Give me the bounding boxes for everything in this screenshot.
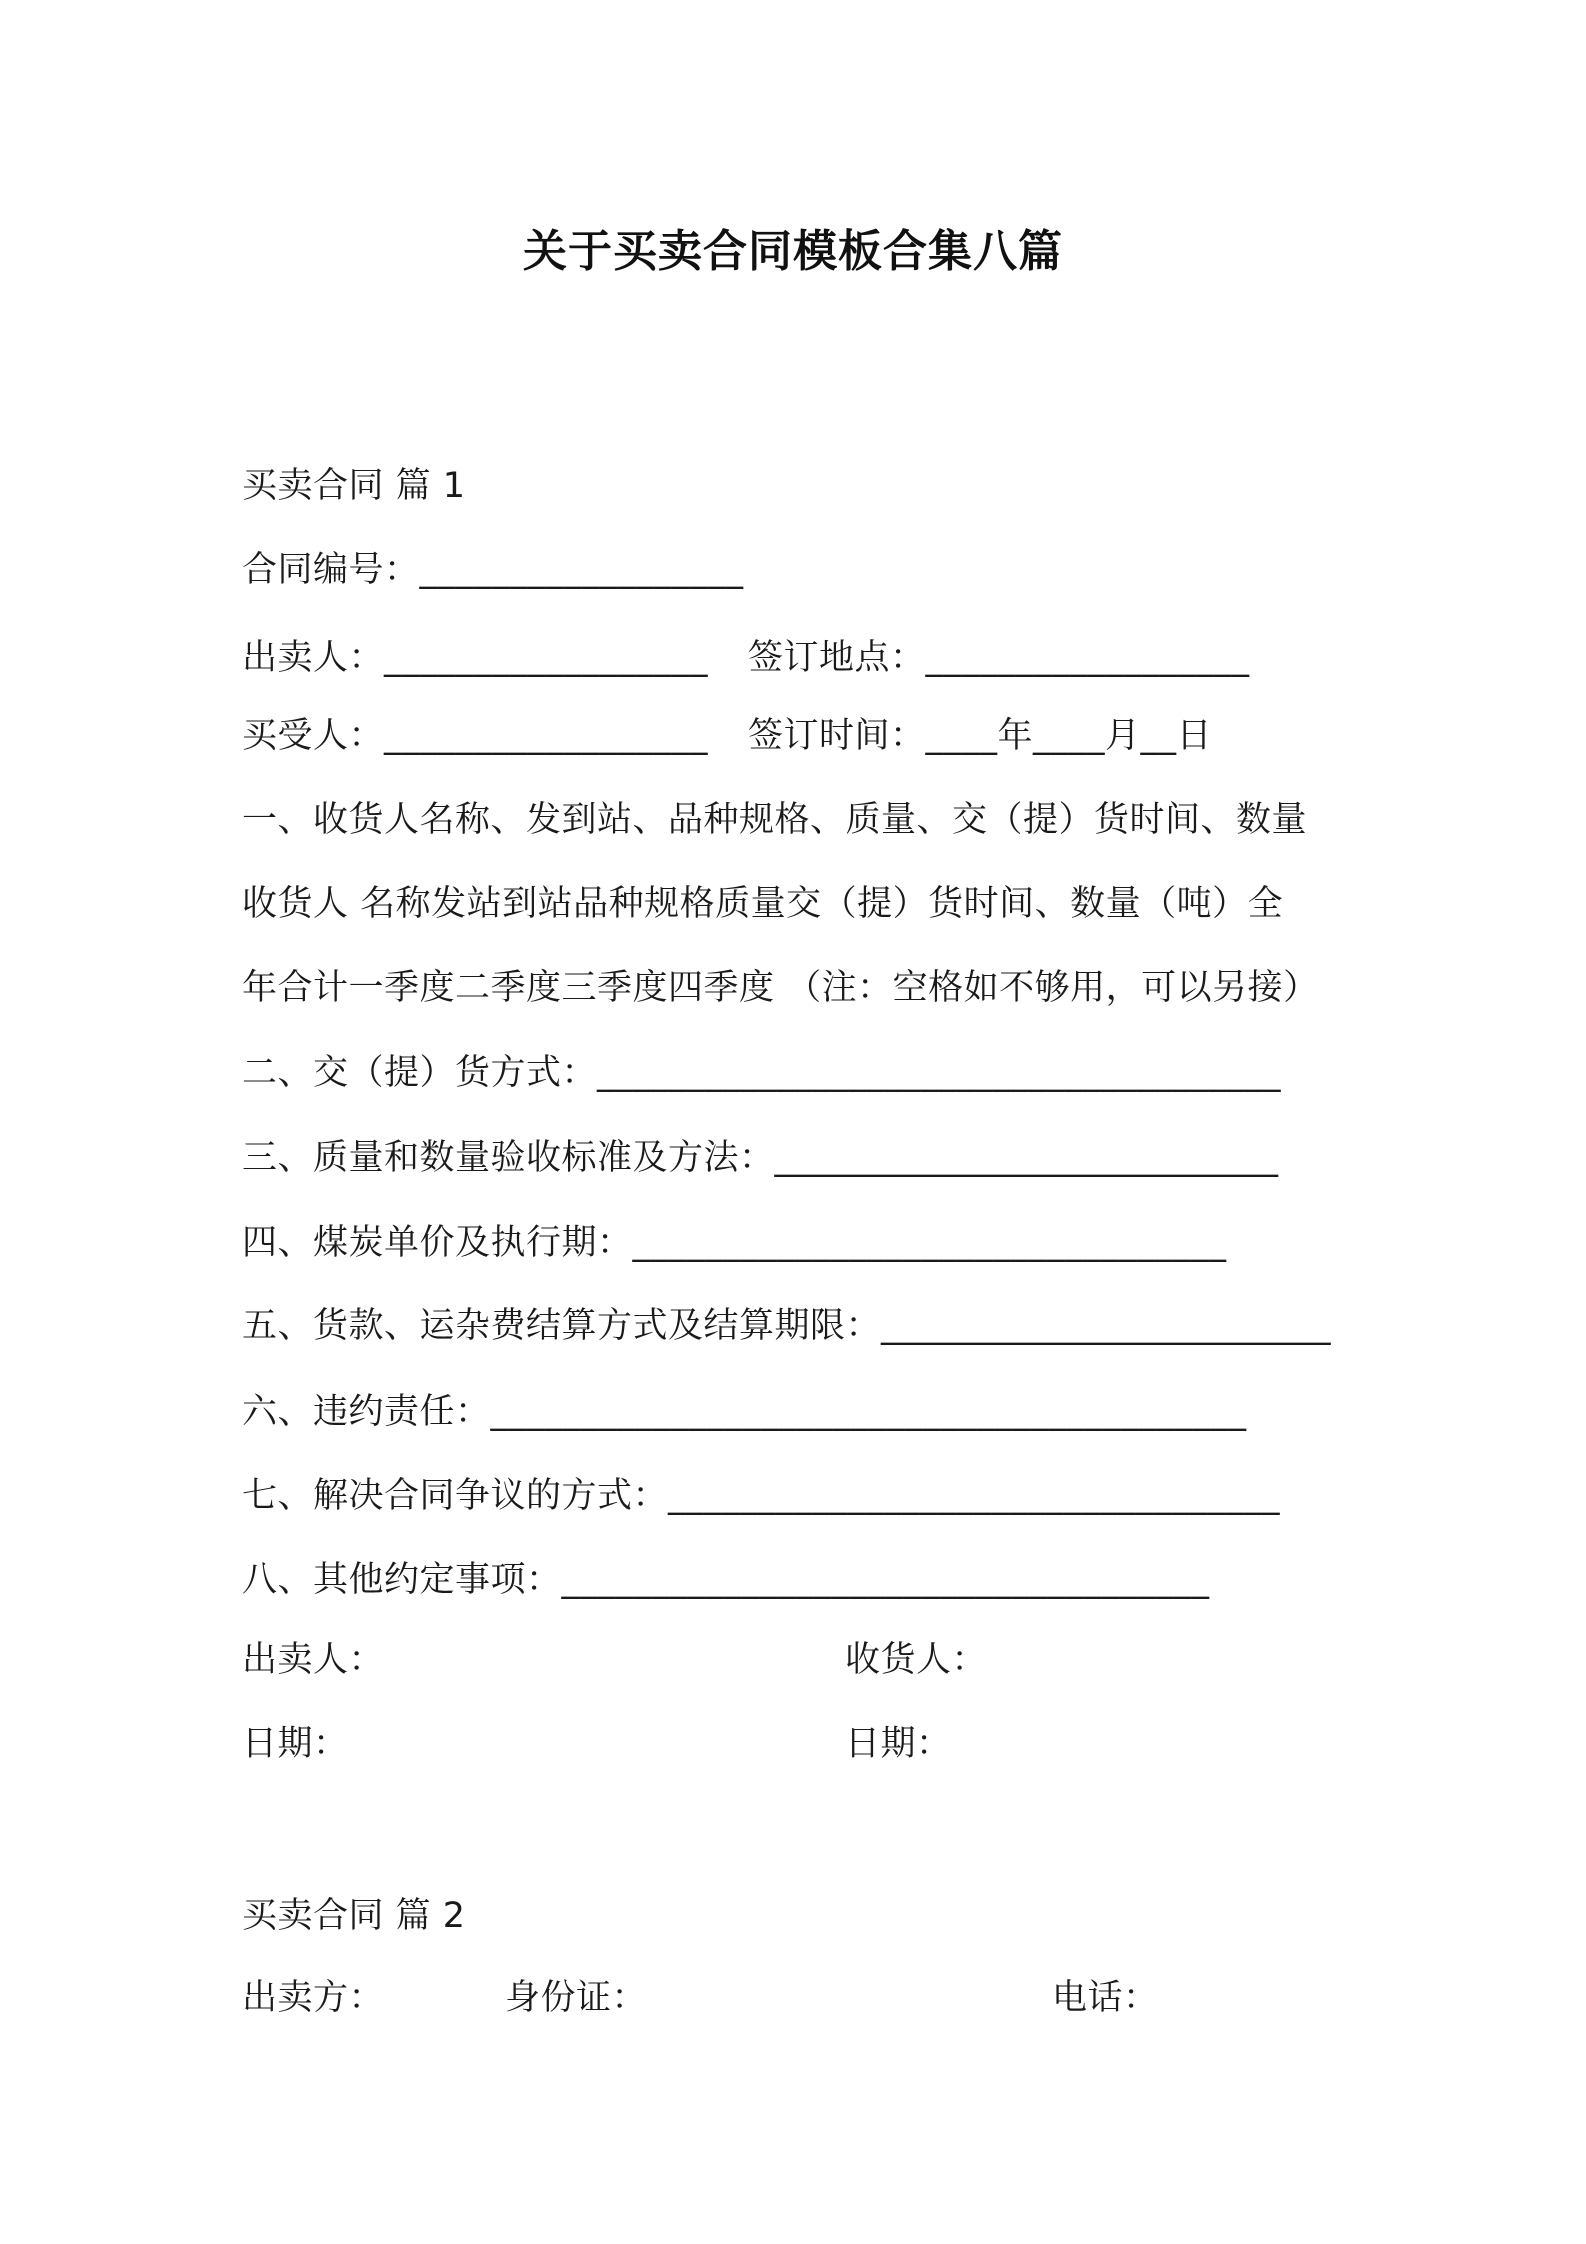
clause-3: 三、质量和数量验收标准及方法：____________________________: [242, 1138, 1279, 1178]
buyer-line: 买受人：__________________: [242, 716, 709, 756]
clause-1-line-1: 一、收货人名称、发到站、品种规格、质量、交（提）货时间、数量: [242, 800, 1308, 840]
section-2-heading: 买卖合同 篇 2: [242, 1896, 466, 1936]
clause-2: 二、交（提）货方式：______________________________________: [242, 1053, 1282, 1093]
contract-number-line: 合同编号：__________________: [242, 550, 744, 590]
clause-5: 五、货款、运杂费结算方式及结算期限：_________________________: [242, 1306, 1332, 1346]
clause-1-line-3: 年合计一季度二季度三季度四季度 （注：空格如不够用，可以另接）: [242, 968, 1319, 1008]
sign-place-line: 签订地点：__________________: [748, 638, 1250, 678]
section-1-heading: 买卖合同 篇 1: [242, 466, 466, 506]
clause-6: 六、违约责任：__________________________________________: [242, 1392, 1247, 1432]
section-2-phone: 电话：: [1052, 1978, 1159, 2018]
seller-line: 出卖人：__________________: [242, 638, 709, 678]
clause-1-line-2: 收货人 名称发站到站品种规格质量交（提）货时间、数量（吨）全: [242, 884, 1284, 924]
clause-7: 七、解决合同争议的方式：__________________________________: [242, 1476, 1281, 1516]
clause-4: 四、煤炭单价及执行期：_________________________________: [242, 1223, 1227, 1263]
date-left: 日期：: [242, 1724, 349, 1764]
signature-seller: 出卖人：: [242, 1640, 385, 1680]
clause-8: 八、其他约定事项：____________________________________: [242, 1560, 1210, 1600]
section-2-id-card: 身份证：: [505, 1978, 648, 2018]
section-2-seller: 出卖方：: [242, 1978, 385, 2018]
date-right: 日期：: [845, 1724, 952, 1764]
document-title: 关于买卖合同模板合集八篇: [523, 226, 1063, 277]
signature-receiver: 收货人：: [845, 1640, 988, 1680]
sign-time-line: 签订时间：____年____月__日: [748, 716, 1213, 756]
